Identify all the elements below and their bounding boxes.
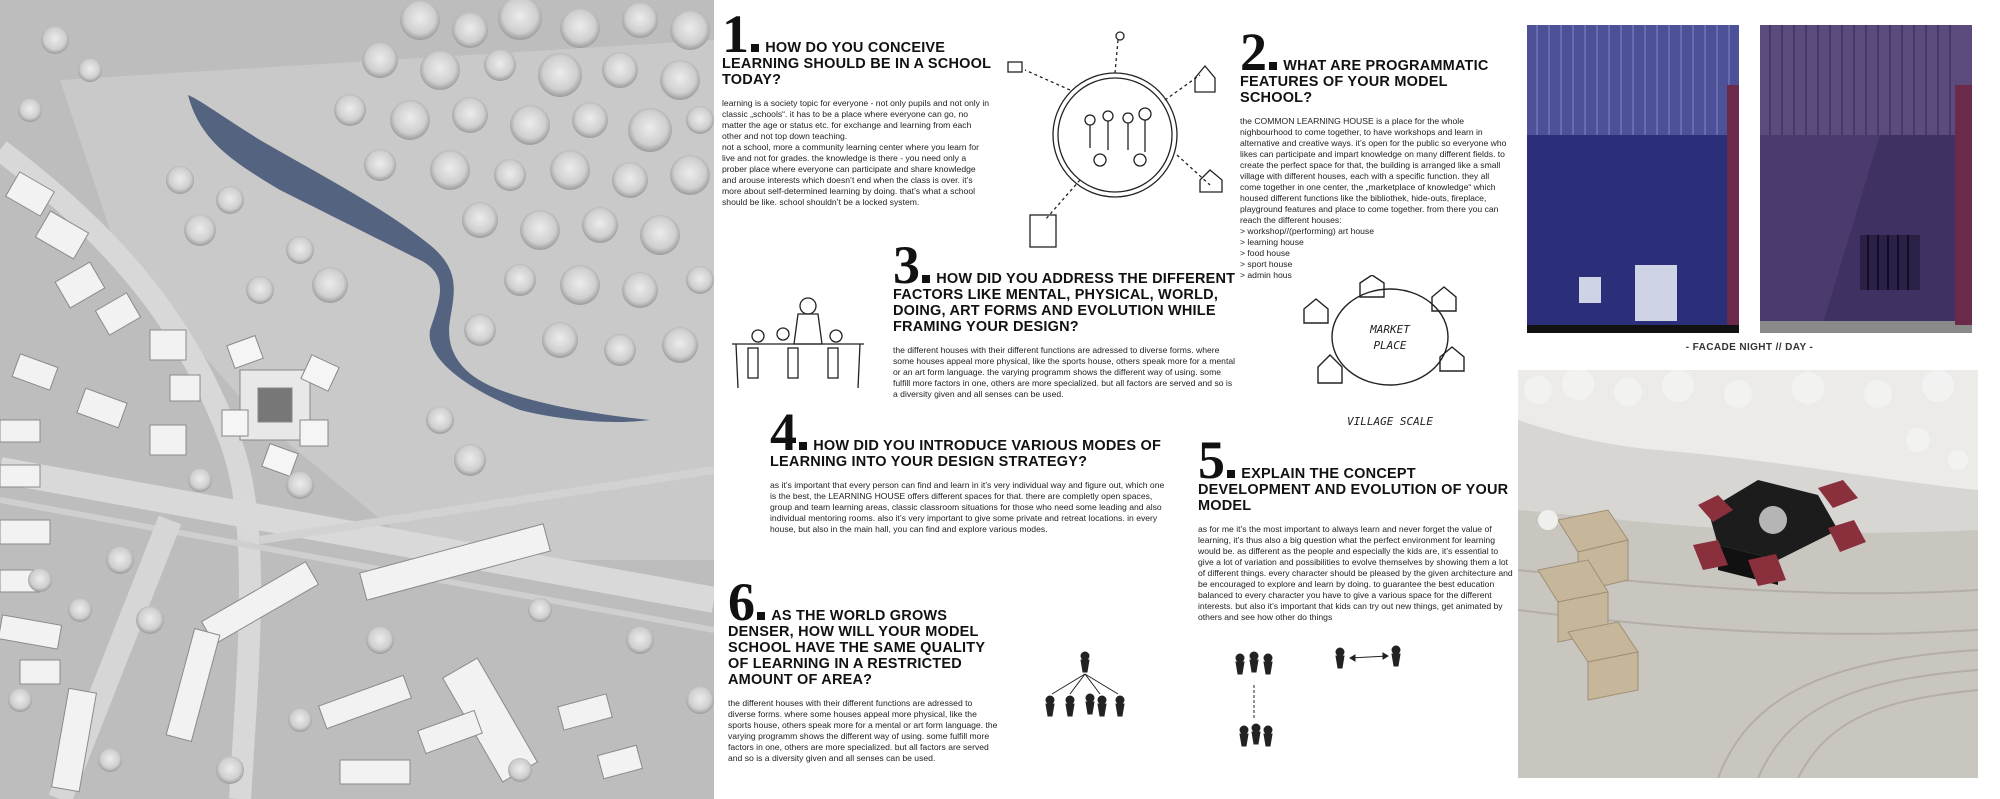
facade-night-render	[1527, 25, 1739, 333]
community-circle-sketch	[1000, 30, 1230, 250]
village-scale-label: VILLAGE SCALE	[1346, 415, 1434, 428]
question-2-text-wrap	[1240, 116, 1510, 281]
question-2-block	[1240, 22, 1510, 281]
site-plan-image	[0, 0, 714, 799]
question-3-number: 3	[893, 235, 921, 295]
question-1-text: learning is a society topic for everyone - not only pupils and not only in classic „schools“. it has to be a place where everyone can go, no matter the age or status etc. for exchange and learning from each other and not top down teaching. not a school, more a community learning center where you learn for live and not for grades. the knowledge is there - you need only a prober place where everyone can participate and share knowledge and arouse interests which doesn’t end when the class is over. it’s more about self-determined learning by doing. that’s what a school should be like. school shouldn’t be a locked system.	[722, 98, 990, 207]
site-plan-drawing	[0, 0, 714, 799]
question-6-block	[728, 572, 998, 764]
facade-night-drawing	[1527, 25, 1739, 333]
question-4-text: as it’s important that every person can find and learn in it’s very individual way and figure out, which one is the best, the LEARNING HOUSE offers different spaces for that. there are completly open spaces, group and team learning areas, classic classroom situations for those who need some leading and also individual mentoring rooms. also it’s very important to give some private and retreat locations. in every house, but also in the main hall, you can find and explore various modes.	[770, 480, 1165, 534]
table-people-sketch	[728, 292, 868, 392]
question-2-heading	[1240, 22, 1510, 106]
market-place-sketch	[1300, 275, 1480, 435]
list-item: > sport house	[1240, 259, 1510, 270]
market-label-line-1: MARKET	[1370, 323, 1410, 336]
question-3-heading	[893, 235, 1238, 335]
question-6-number: 6	[728, 572, 756, 632]
bullet-square-icon	[922, 275, 930, 283]
facade-day-drawing	[1760, 25, 1972, 333]
bullet-square-icon	[757, 612, 765, 620]
question-6-title: AS THE WORLD GROWS DENSER, HOW WILL YOUR MODEL SCHOOL HAVE THE SAME QUALITY OF LEARNING IN A RESTRICTED AMOUNT OF AREA?	[728, 608, 985, 688]
question-1-block	[722, 4, 992, 208]
question-4-number: 4	[770, 402, 798, 462]
bullet-square-icon	[751, 44, 759, 52]
house-list	[1240, 226, 1510, 281]
list-item: > learning house	[1240, 237, 1510, 248]
model-photo	[1518, 370, 1978, 778]
bullet-square-icon	[1269, 62, 1277, 70]
question-2-text: the COMMON LEARNING HOUSE is a place for the whole nighbourhood to come together, to have workshops and learn in alternative and creative ways. it’s open for the public so everyone who likes can participate and impart knowledge on many different fields. to create the perfect space for that, the building is arranged like a small village with different houses, each with a specific function. they all come together in one center, the „marketplace of knowledge“ which housed different functions like the bibliothek, hide-outs, fireplace, playground features and place to come together. from there you can reach the different houses:	[1240, 116, 1507, 225]
question-3-text: the different houses with their different functions are adressed to diverse forms. where some houses appeal more physical, like the sports house, others speak more for a mental or an art form language. the varying programm shows the different way of using. some fulfill more factors in one, others are more specialized. but all factors are served and so is a diversity given and all senses can be used.	[893, 345, 1236, 399]
question-4-heading	[770, 402, 1170, 470]
question-1-heading	[722, 4, 992, 88]
list-item: > workshop//(performing) art house	[1240, 226, 1510, 237]
list-item: > admin hous	[1240, 270, 1510, 281]
facade-caption: - FACADE NIGHT // DAY -	[1685, 342, 1814, 353]
question-1-number: 1	[722, 4, 750, 64]
people-group-sketch	[1040, 650, 1130, 720]
people-interaction-sketch	[1230, 640, 1430, 750]
question-6-text: the different houses with their different functions are adressed to diverse forms. where some houses appeal more physical, like the sports house, others speak more for a mental or art form language. the varying programm shows the different way of using. some fulfill more factors in one, others are more specialized. but all factors are served and so is a diversity given and all senses can be used.	[728, 698, 998, 763]
question-1-title: HOW DO YOU CONCEIVE LEARNING SHOULD BE IN A SCHOOL TODAY?	[722, 40, 991, 88]
list-item: > food house	[1240, 248, 1510, 259]
facade-day-render	[1760, 25, 1972, 333]
question-5-title: EXPLAIN THE CONCEPT DEVELOPMENT AND EVOLUTION OF YOUR MODEL	[1198, 466, 1509, 514]
question-3-block	[893, 235, 1238, 400]
question-5-heading	[1198, 430, 1514, 514]
model-photo-drawing	[1518, 370, 1978, 778]
bullet-square-icon	[1227, 470, 1235, 478]
question-2-number: 2	[1240, 22, 1268, 82]
bullet-square-icon	[799, 442, 807, 450]
market-label-line-2: PLACE	[1373, 339, 1407, 352]
question-5-block	[1198, 430, 1514, 623]
question-4-block	[770, 402, 1170, 535]
question-2-title: WHAT ARE PROGRAMMATIC FEATURES OF YOUR MODEL SCHOOL?	[1240, 58, 1489, 106]
question-3-title: HOW DID YOU ADDRESS THE DIFFERENT FACTORS LIKE MENTAL, PHYSICAL, WORLD, DOING, ART FORMS AND EVOLUTION WHILE FRAMING YOUR DESIGN?	[893, 271, 1236, 335]
question-6-heading	[728, 572, 998, 688]
question-5-number: 5	[1198, 430, 1226, 490]
question-5-text: as for me it’s the most important to always learn and never forget the value of learning, it’s thus also a big question what the perfect environment for learning would be. as different as the people and especially the kids are, it’s essential to give a lot of variation and possibilities to evolve themselves by showing them a lot of different things. every character should be pleased by the given architecture and be encouraged to explore and learn by doing. to guarantee the best education balanced to every character you have to give a various space for the different interests. but also it’s important that kids can try out new things, get animated by others and see how other do things	[1198, 524, 1513, 622]
question-4-title: HOW DID YOU INTRODUCE VARIOUS MODES OF LEARNING INTO YOUR DESIGN STRATEGY?	[770, 438, 1162, 470]
